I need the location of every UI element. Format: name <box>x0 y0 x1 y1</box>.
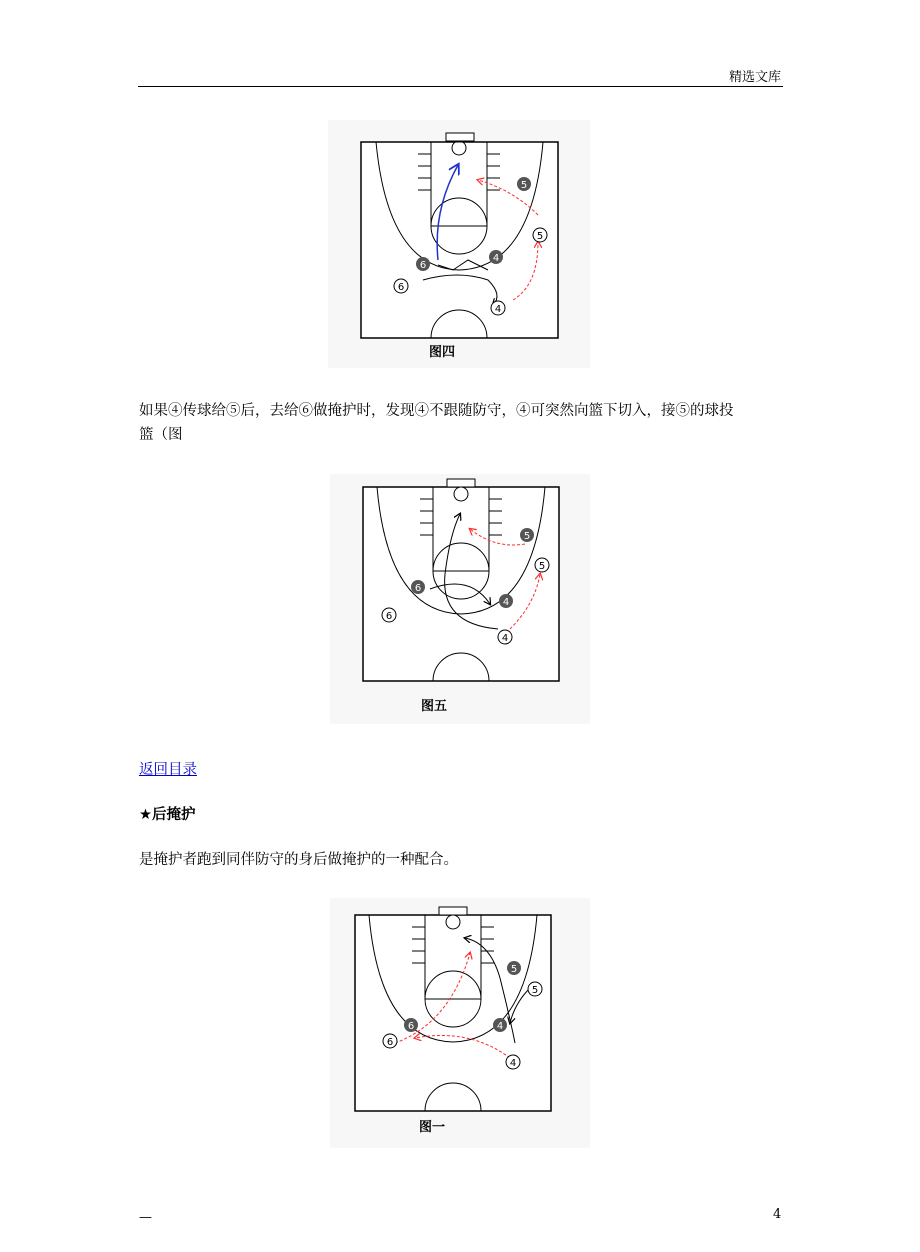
svg-text:4: 4 <box>494 304 502 315</box>
paragraph-line: 如果④传球给⑤后，去给⑥做掩护时，发现④不跟随防守，④可突然向篮下切入，接⑤的球投 <box>139 403 734 419</box>
svg-text:4: 4 <box>501 633 509 644</box>
svg-text:5: 5 <box>536 231 544 242</box>
svg-text:6: 6 <box>385 611 393 622</box>
svg-text:4: 4 <box>492 253 500 264</box>
figure-five <box>330 474 590 724</box>
svg-text:5: 5 <box>510 964 518 975</box>
court-boundary <box>355 915 551 1111</box>
svg-text:5: 5 <box>523 531 531 542</box>
page-number: 4 <box>773 1207 782 1222</box>
section-body: 是掩护者跑到同伴防守的身后做掩护的一种配合。 <box>139 852 458 868</box>
figure-caption: 图五 <box>421 699 448 714</box>
svg-text:6: 6 <box>414 583 422 594</box>
basket-icon <box>452 141 466 155</box>
figure-four <box>328 120 590 368</box>
svg-text:6: 6 <box>397 282 405 293</box>
backboard <box>446 133 474 141</box>
figure-one <box>330 898 590 1148</box>
header-title: 精选文库 <box>728 70 781 85</box>
basket-icon <box>446 915 460 929</box>
page-header <box>138 64 783 87</box>
court-boundary <box>361 142 558 338</box>
svg-text:6: 6 <box>419 260 427 271</box>
svg-text:5: 5 <box>520 180 528 191</box>
figure-caption: 图四 <box>429 345 456 360</box>
backboard <box>439 907 467 915</box>
figure-caption: 图一 <box>419 1120 446 1135</box>
svg-text:5: 5 <box>538 561 546 572</box>
svg-text:4: 4 <box>496 1021 504 1032</box>
svg-text:6: 6 <box>407 1021 415 1032</box>
svg-text:4: 4 <box>509 1058 517 1069</box>
svg-text:5: 5 <box>531 985 539 996</box>
footer-dash: — <box>139 1210 152 1225</box>
paragraph <box>139 399 784 447</box>
back-to-contents-link[interactable]: 返回目录 <box>139 762 197 778</box>
court-diagram-one <box>330 898 590 1148</box>
svg-text:4: 4 <box>502 597 510 608</box>
court-diagram-five <box>330 474 590 724</box>
backboard <box>447 479 475 487</box>
svg-text:6: 6 <box>386 1037 394 1048</box>
paragraph-line: 篮（图 <box>139 427 183 443</box>
section-heading: ★后掩护 <box>139 807 196 823</box>
court-diagram-four <box>328 120 590 368</box>
basket-icon <box>454 487 468 501</box>
